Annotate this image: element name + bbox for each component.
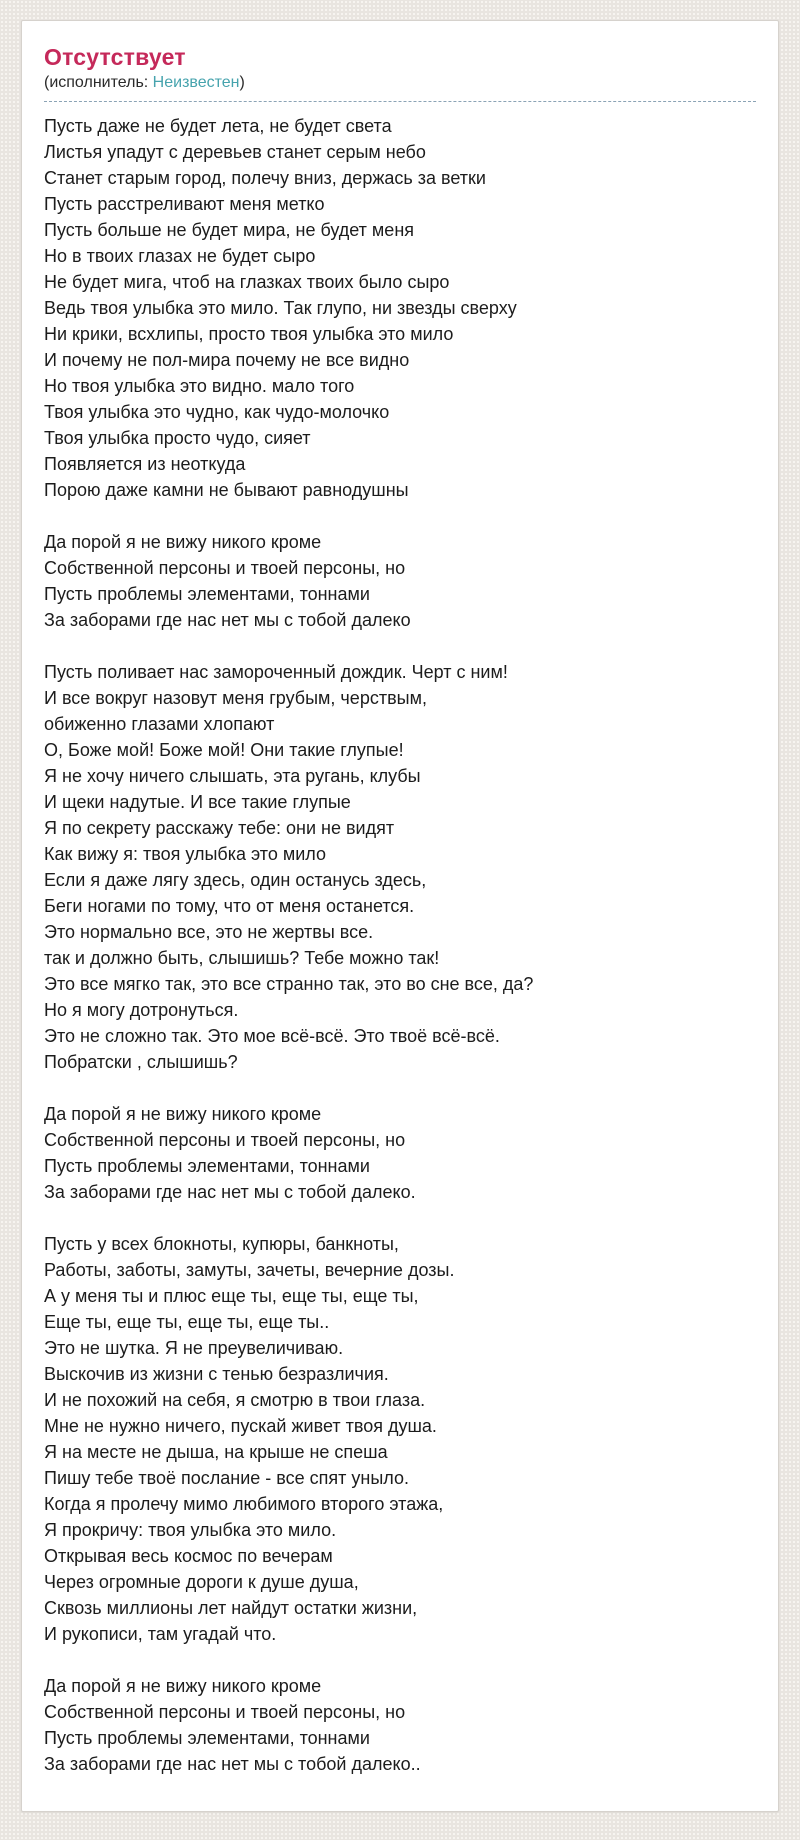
lyrics-line: Пусть расстреливают меня метко	[44, 194, 325, 214]
lyrics-line: Но я могу дотронуться.	[44, 1000, 239, 1020]
lyrics-line: Я прокричу: твоя улыбка это мило.	[44, 1520, 337, 1540]
lyrics-line: За заборами где нас нет мы с тобой далеко..	[44, 1754, 421, 1774]
lyrics-line: Пусть проблемы элементами, тоннами	[44, 1156, 370, 1176]
lyrics-line: обиженно глазами хлопают	[44, 714, 275, 734]
lyrics-line: Это все мягко так, это все странно так, это во сне все, да?	[44, 974, 534, 994]
lyrics-stanza	[44, 659, 756, 1075]
lyrics-line: Порою даже камни не бывают равнодушны	[44, 480, 409, 500]
lyrics-line: Я по секрету расскажу тебе: они не видят	[44, 818, 395, 838]
lyrics-line: Пусть поливает нас замороченный дождик. Черт с ним!	[44, 662, 508, 682]
lyrics-stanza	[44, 113, 756, 503]
lyrics-line: Пишу тебе твоё послание - все спят уныло.	[44, 1468, 410, 1488]
lyrics-line: Это нормально все, это не жертвы все.	[44, 922, 374, 942]
lyrics-line: Ведь твоя улыбка это мило. Так глупо, ни звезды сверху	[44, 298, 517, 318]
artist-link[interactable]: Неизвестен	[152, 74, 240, 91]
lyrics-line: И щеки надутые. И все такие глупые	[44, 792, 351, 812]
lyrics-line: Листья упадут с деревьев станет серым небо	[44, 142, 426, 162]
lyrics-line: Пусть даже не будет лета, не будет света	[44, 116, 392, 136]
lyrics-stanza	[44, 529, 756, 633]
lyrics-line: Как вижу я: твоя улыбка это мило	[44, 844, 326, 864]
lyrics-line: Беги ногами по тому, что от меня останется.	[44, 896, 415, 916]
lyrics-line: И все вокруг назовут меня грубым, черствым,	[44, 688, 427, 708]
header-divider	[44, 100, 756, 102]
lyrics-line: Еще ты, еще ты, еще ты, еще ты..	[44, 1312, 330, 1332]
lyrics-stanza	[44, 1101, 756, 1205]
lyrics-line: О, Боже мой! Боже мой! Они такие глупые!	[44, 740, 404, 760]
lyrics-line: Твоя улыбка просто чудо, сияет	[44, 428, 311, 448]
lyrics-line: Собственной персоны и твоей персоны, но	[44, 558, 406, 578]
artist-label: (исполнитель:	[44, 74, 153, 91]
lyrics-stanza	[44, 1231, 756, 1647]
lyrics-line: Сквозь миллионы лет найдут остатки жизни,	[44, 1598, 418, 1618]
lyrics-card	[21, 20, 779, 1812]
lyrics-line: И почему не пол-мира почему не все видно	[44, 350, 410, 370]
lyrics-line: Но в твоих глазах не будет сыро	[44, 246, 316, 266]
lyrics-text	[44, 113, 756, 1777]
lyrics-line: Но твоя улыбка это видно. мало того	[44, 376, 355, 396]
lyrics-line: Когда я пролечу мимо любимого второго этажа,	[44, 1494, 444, 1514]
lyrics-line: Открывая весь космос по вечерам	[44, 1546, 333, 1566]
lyrics-line: Твоя улыбка это чудно, как чудо-молочко	[44, 402, 390, 422]
lyrics-line: Да порой я не вижу никого кроме	[44, 1676, 322, 1696]
artist-label-suffix: )	[239, 74, 245, 91]
page-background	[0, 20, 800, 1840]
lyrics-line: Не будет мига, чтоб на глазках твоих было сыро	[44, 272, 450, 292]
lyrics-line: И рукописи, там угадай что.	[44, 1624, 277, 1644]
lyrics-stanza	[44, 1673, 756, 1777]
lyrics-line: А у меня ты и плюс еще ты, еще ты, еще ты,	[44, 1286, 419, 1306]
lyrics-line: Выскочив из жизни с тенью безразличия.	[44, 1364, 389, 1384]
lyrics-line: Работы, заботы, замуты, зачеты, вечерние дозы.	[44, 1260, 455, 1280]
lyrics-line: Мне не нужно ничего, пускай живет твоя душа.	[44, 1416, 437, 1436]
lyrics-line: Станет старым город, полечу вниз, держась за ветки	[44, 168, 486, 188]
lyrics-line: Пусть проблемы элементами, тоннами	[44, 584, 370, 604]
lyrics-line: Это не сложно так. Это мое всё-всё. Это твоё всё-всё.	[44, 1026, 500, 1046]
lyrics-line: Я не хочу ничего слышать, эта ругань, клубы	[44, 766, 421, 786]
lyrics-line: За заборами где нас нет мы с тобой далеко.	[44, 1182, 416, 1202]
lyrics-line: Появляется из неоткуда	[44, 454, 246, 474]
lyrics-line: Пусть у всех блокноты, купюры, банкноты,	[44, 1234, 399, 1254]
lyrics-line: Если я даже лягу здесь, один останусь здесь,	[44, 870, 427, 890]
lyrics-line: И не похожий на себя, я смотрю в твои глаза.	[44, 1390, 426, 1410]
lyrics-line: Я на месте не дыша, на крыше не спеша	[44, 1442, 388, 1462]
lyrics-line: Да порой я не вижу никого кроме	[44, 1104, 322, 1124]
lyrics-line: Побратски , слышишь?	[44, 1052, 238, 1072]
lyrics-line: Да порой я не вижу никого кроме	[44, 532, 322, 552]
lyrics-line: За заборами где нас нет мы с тобой далеко	[44, 610, 411, 630]
lyrics-line: Это не шутка. Я не преувеличиваю.	[44, 1338, 344, 1358]
lyrics-line: так и должно быть, слышишь? Тебе можно так!	[44, 948, 440, 968]
lyrics-line: Ни крики, всхлипы, просто твоя улыбка это мило	[44, 324, 454, 344]
lyrics-line: Пусть больше не будет мира, не будет меня	[44, 220, 415, 240]
lyrics-line: Собственной персоны и твоей персоны, но	[44, 1130, 406, 1150]
artist-line	[44, 73, 756, 93]
song-title: Отсутствует	[44, 44, 186, 70]
lyrics-line: Через огромные дороги к душе душа,	[44, 1572, 359, 1592]
lyrics-line: Пусть проблемы элементами, тоннами	[44, 1728, 370, 1748]
lyrics-line: Собственной персоны и твоей персоны, но	[44, 1702, 406, 1722]
